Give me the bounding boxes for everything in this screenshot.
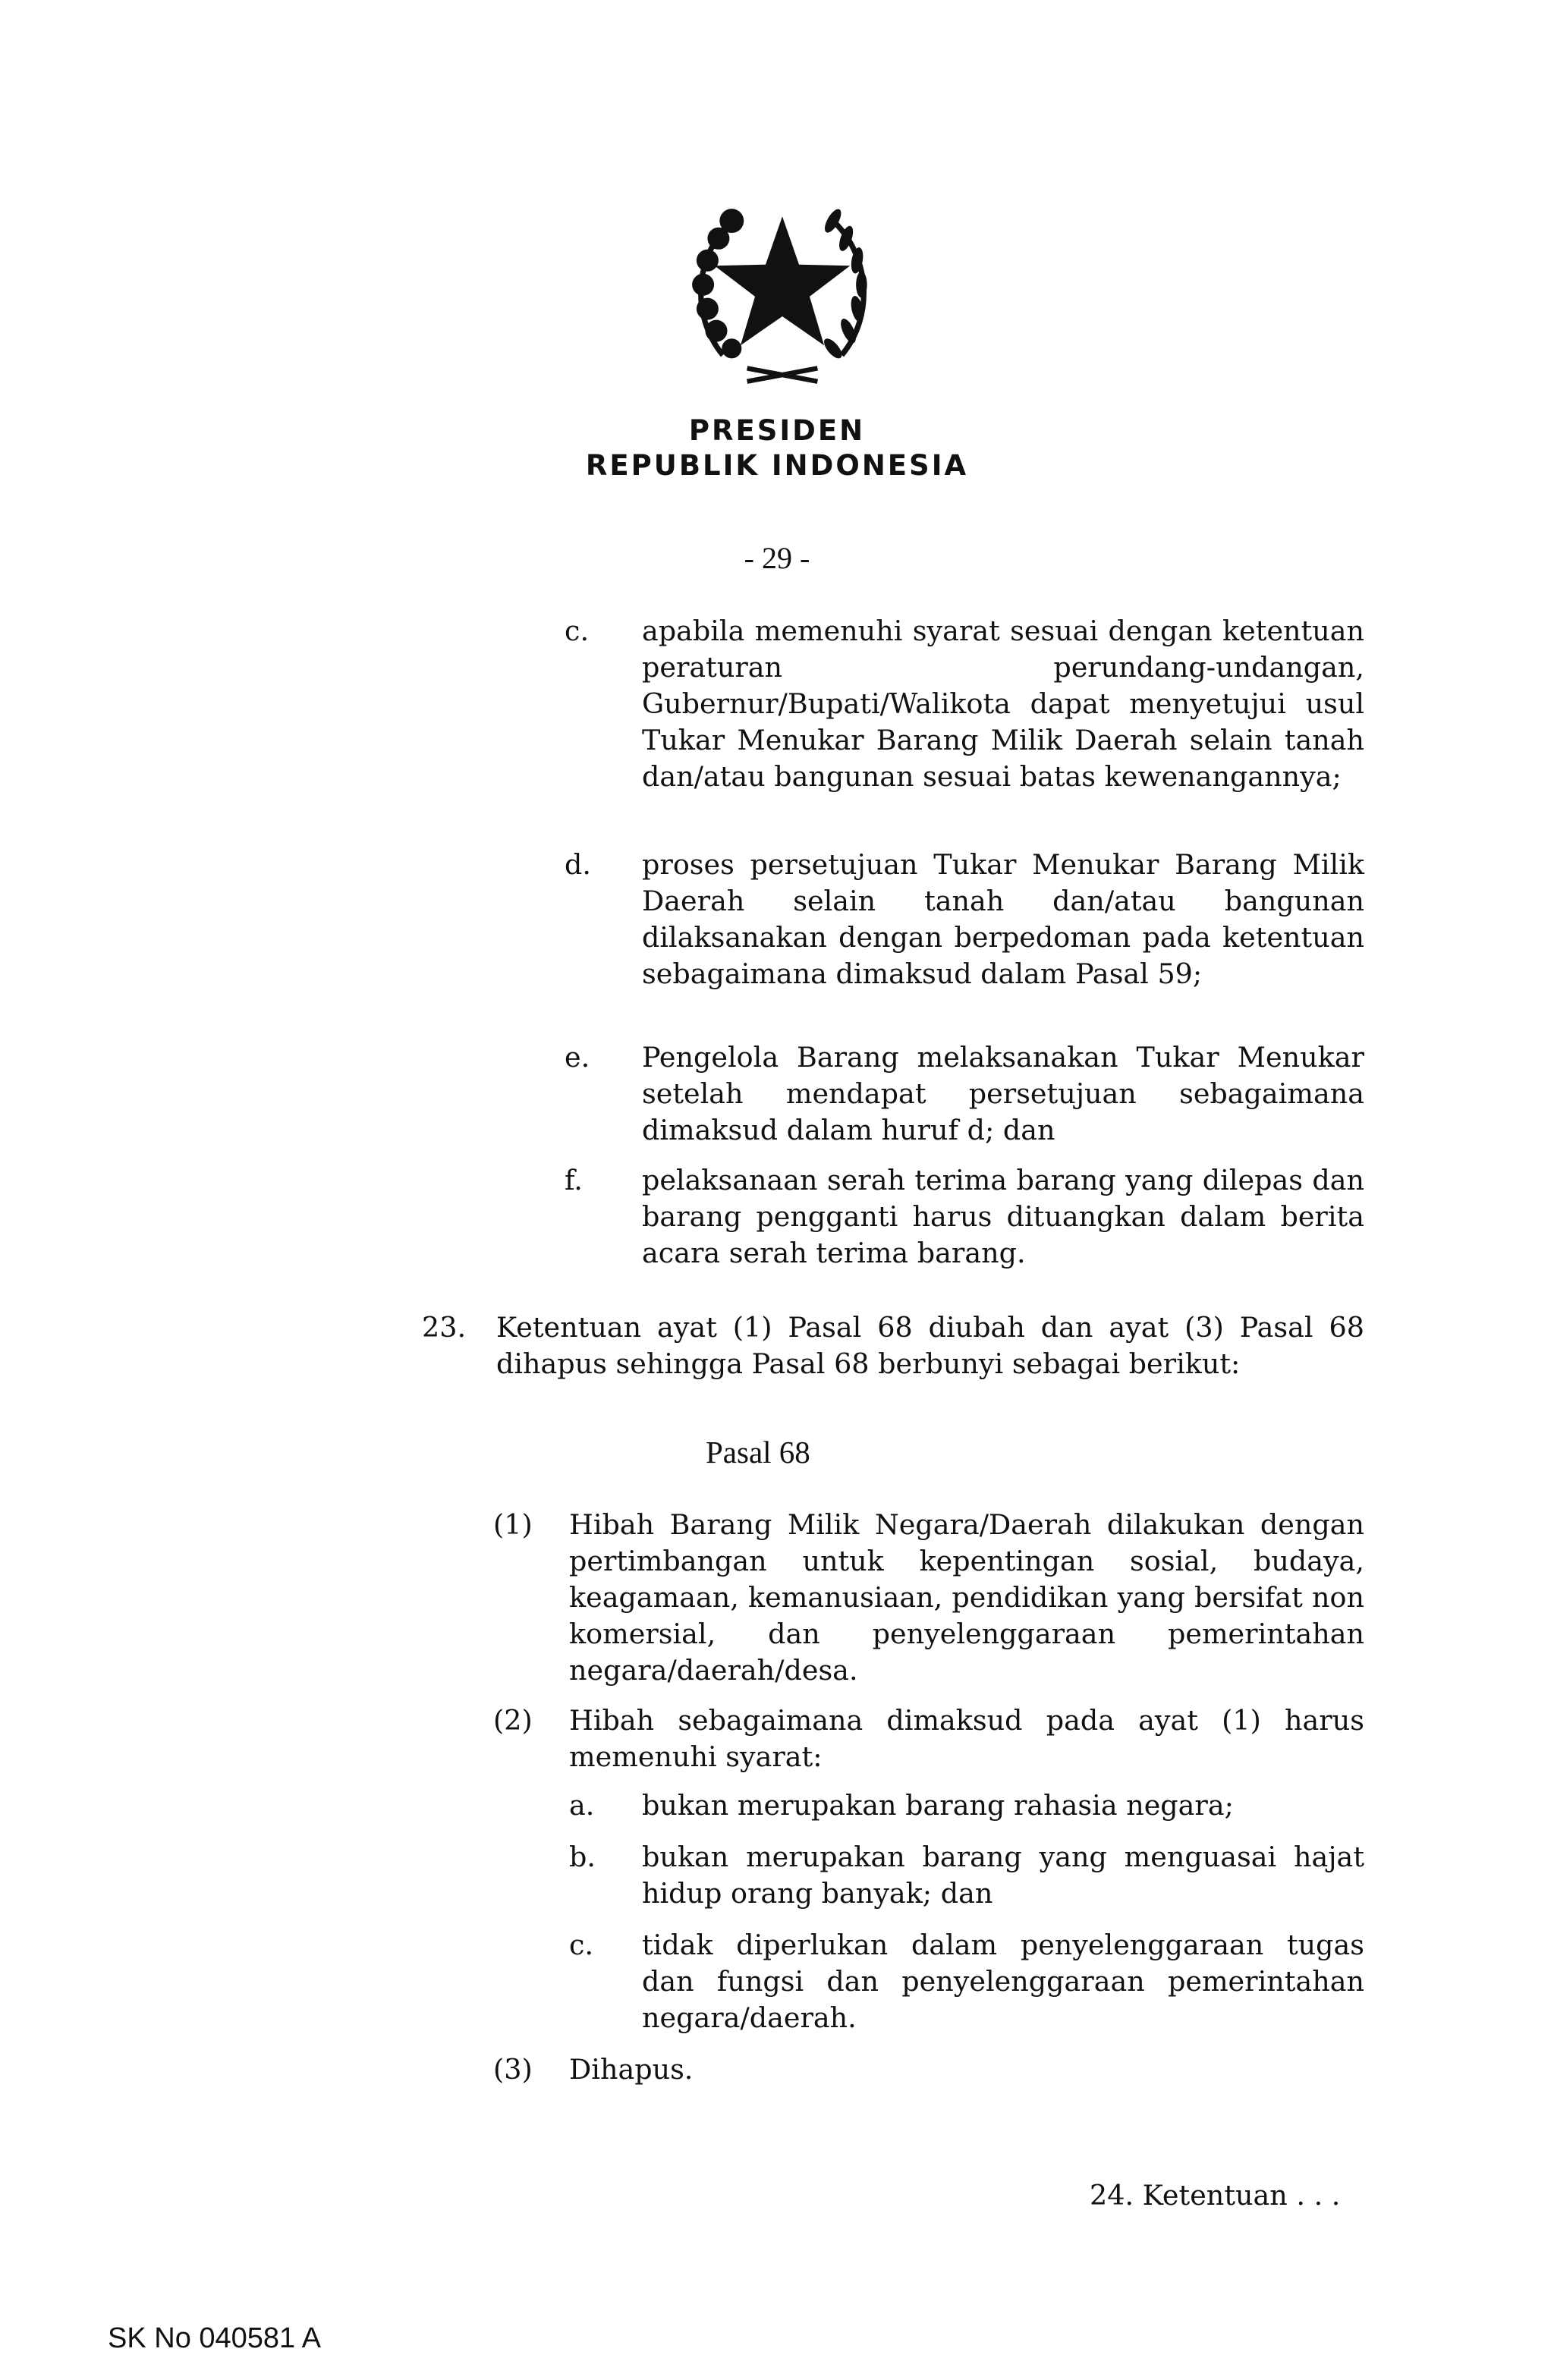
pasal-heading: Pasal 68 <box>706 1435 810 1470</box>
point-23-label: 23. <box>422 1311 467 1344</box>
next-page-reference: 24. Ketentuan . . . <box>1090 2179 1341 2212</box>
item-f-text: pelaksanaan serah terima barang yang dilepas dan barang pengganti harus dituangkan dalam berita acara serah terima barang. <box>642 1164 1364 1269</box>
sk-number: SK No 040581 A <box>108 2322 321 2354</box>
ayat-2-item-a-text: bukan merupakan barang rahasia negara; <box>642 1789 1234 1822</box>
ayat-2-label: (2) <box>493 1704 533 1737</box>
header-line-presiden: PRESIDEN <box>688 414 866 447</box>
ayat-2-item-c-text: tidak diperlukan dalam penyelenggaraan tugas dan fungsi dan penyelenggaraan pemerintahan negara/daerah. <box>642 1929 1364 2034</box>
item-f-label: f. <box>565 1164 583 1196</box>
item-c-text: apabila memenuhi syarat sesuai dengan ketentuan peraturan perundang-undangan, Gubernur/Bupati/Walikota dapat menyetujui usul Tukar Menukar Barang Milik Daerah selain tanah dan/atau bangunan sesuai batas kewenangannya; <box>642 615 1364 793</box>
ayat-2-item-c-label: c. <box>569 1929 594 1961</box>
ayat-1-text: Hibah Barang Milik Negara/Daerah dilakukan dengan pertimbangan untuk kepentingan sosial, budaya, keagamaan, kemanusiaan, pendidikan yang bersifat non komersial, dan penyelenggaraan pemerintahan negara/daerah/desa. <box>569 1508 1364 1687</box>
ayat-2-item-b-text: bukan merupakan barang yang menguasai hajat hidup orang banyak; dan <box>642 1841 1364 1910</box>
ayat-1-label: (1) <box>493 1508 533 1541</box>
item-d-label: d. <box>565 848 591 881</box>
ayat-3-label: (3) <box>493 2053 533 2086</box>
item-e-text: Pengelola Barang melaksanakan Tukar Menukar setelah mendapat persetujuan sebagaimana dimaksud dalam huruf d; dan <box>642 1041 1364 1146</box>
ayat-2-text: Hibah sebagaimana dimaksud pada ayat (1) harus memenuhi syarat: <box>569 1704 1364 1773</box>
ayat-2-item-a-label: a. <box>569 1789 595 1822</box>
ayat-2-item-b-label: b. <box>569 1841 596 1873</box>
item-c-label: c. <box>565 615 590 647</box>
ayat-3-text: Dihapus. <box>569 2053 694 2086</box>
header-line-republik-indonesia: REPUBLIK INDONESIA <box>585 449 969 482</box>
point-23-text: Ketentuan ayat (1) Pasal 68 diubah dan ayat (3) Pasal 68 dihapus sehingga Pasal 68 berbunyi sebagai berikut: <box>496 1311 1364 1380</box>
item-d-text: proses persetujuan Tukar Menukar Barang Milik Daerah selain tanah dan/atau bangunan dilaksanakan dengan berpedoman pada ketentuan sebagaimana dimaksud dalam Pasal 59; <box>642 848 1364 990</box>
page-number: - 29 - <box>744 541 810 575</box>
item-e-label: e. <box>565 1041 590 1074</box>
garuda-star-emblem <box>672 179 892 399</box>
